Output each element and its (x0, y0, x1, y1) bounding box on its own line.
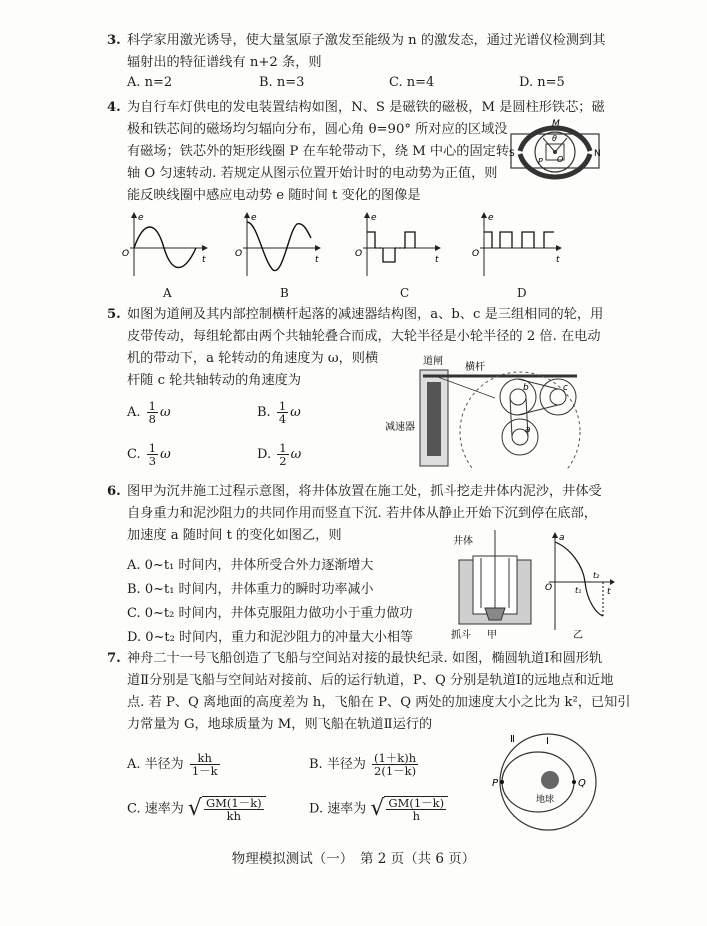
options-q5 (127, 400, 387, 480)
axis-e: e (138, 213, 144, 223)
label-bar: 横杆 (465, 362, 485, 373)
question-text: 力常量为 G，地球质量为 M，则飞船在轨道Ⅱ运行的 (127, 717, 433, 732)
fraction: $\frac{1}{3}$ (148, 441, 157, 468)
question-text: 道Ⅱ分别是飞船与空间站对接前、后的运行轨道，P、Q 分别是轨道Ⅰ的远地点和近地 (127, 673, 614, 688)
label-p: P (492, 778, 499, 789)
label-n: N (594, 149, 601, 159)
option-a[interactable]: A. $\frac{1}{8}$ ω (127, 399, 171, 426)
label-c: c (563, 383, 568, 393)
question-text: 神舟二十一号飞船创造了飞船与空间站对接的最快纪录. 如图，椭圆轨道Ⅰ和圆形轨 (127, 651, 603, 666)
question-text: 轴 O 匀速转动. 若规定从图示位置开始计时的电动势为正值，则 (127, 166, 498, 181)
label-well: 井体 (453, 536, 473, 547)
question-text: 自身重力和泥沙阻力的共同作用而竖直下沉. 若井体从静止开始下沉到停在底部， (127, 506, 597, 521)
options-q7 (127, 748, 467, 838)
label-t2: t₂ (593, 571, 600, 580)
fraction: $\frac{GM(1-k)}{h}$ (388, 796, 445, 823)
orbit-figure (488, 730, 608, 835)
question-number: 4. (107, 100, 121, 115)
axis-t: t (202, 255, 206, 265)
graph-label-b: B (280, 286, 289, 300)
question-text: 皮带传动，每组轮都由两个共轴轮叠合而成，大轮半径是小轮半径的 2 倍. 在电动 (127, 329, 601, 344)
label-jia: 甲 (487, 630, 497, 641)
graph-label-d: D (517, 286, 527, 300)
question-text: 有磁场；铁芯外的矩形线圈 P 在车轮带动下，绕 M 中心的固定转 (127, 144, 510, 159)
question-text: 为自行车灯供电的发电装置结构如图，N、S 是磁铁的磁极，M 是圆柱形铁芯；磁 (127, 100, 605, 115)
fraction: $\frac{1}{4}$ (278, 399, 287, 426)
question-number: 7. (107, 651, 121, 666)
label-orbit-i: Ⅰ (546, 736, 549, 747)
option-a[interactable]: A. 半径为 $\frac{kh}{1-k}$ (127, 751, 218, 778)
option-b[interactable]: B. n=3 (259, 75, 305, 90)
graph-label-c: C (400, 286, 410, 300)
question-number: 5. (107, 307, 121, 322)
axis-e: e (251, 213, 257, 223)
sqrt-icon: √ (187, 796, 202, 821)
option-c[interactable]: C. n=4 (389, 75, 435, 90)
fraction: $\frac{(1+k)h}{2(1-k)}$ (373, 751, 417, 778)
label-a: a (559, 533, 565, 543)
option-d[interactable]: D. 速率为 √ $\frac{GM(1-k)}{h}$ (309, 796, 448, 822)
question-number: 3. (107, 33, 121, 48)
label-earth: 地球 (536, 795, 555, 805)
label-orbit-ii: Ⅱ (510, 734, 515, 745)
question-7 (107, 648, 687, 736)
question-text: 辐射出的特征谱线有 n+2 条，则 (127, 55, 322, 70)
label-o: O (557, 155, 564, 164)
axis-t: t (435, 255, 439, 265)
option-c[interactable]: C. 速率为 √ $\frac{GM(1-k)}{kh}$ (127, 796, 266, 822)
graph-c[interactable] (353, 210, 443, 280)
origin: O (122, 249, 130, 259)
graph-a[interactable] (120, 210, 210, 280)
graph-label-a: A (163, 286, 172, 300)
axis-t: t (315, 255, 319, 265)
label-q: Q (578, 778, 586, 789)
well-figure (445, 530, 615, 645)
question-text: 点. 若 P、Q 离地面的高度差为 h，飞船在 P、Q 两处的加速度大小之比为 k²，已知引 (127, 695, 631, 710)
fraction: $\frac{1}{2}$ (279, 441, 287, 468)
question-text: 能反映线圈中感应电动势 e 随时间 t 变化的图像是 (127, 188, 421, 203)
label-s: S (509, 149, 515, 159)
q4-graphs (115, 210, 560, 302)
label-reducer: 减速器 (385, 422, 415, 433)
label-m: M (552, 119, 560, 129)
label-t1: t₁ (575, 586, 582, 595)
option-d[interactable]: D. 0~t₂ 时间内，重力和泥沙阻力的冲量大小相等 (127, 630, 413, 645)
graph-b[interactable] (233, 210, 323, 280)
question-number: 6. (107, 484, 121, 499)
question-text: 如图为道闸及其内部控制横杆起落的减速器结构图，a、b、c 是三组相同的轮，用 (127, 307, 604, 322)
graph-d[interactable] (470, 210, 565, 280)
option-b[interactable]: B. 半径为 $\frac{(1+k)h}{2(1-k)}$ (309, 751, 417, 778)
option-d[interactable]: D. $\frac{1}{2}$ ω (257, 441, 302, 468)
option-c[interactable]: C. 0~t₂ 时间内，井体克服阻力做功小于重力做功 (127, 606, 413, 621)
question-text: 图甲为沉井施工过程示意图，将井体放置在施工处，抓斗挖走井体内泥沙，井体受 (127, 484, 602, 499)
option-a[interactable]: A. 0~t₁ 时间内，井体所受合外力逐渐增大 (127, 558, 374, 573)
label-p: P (538, 157, 543, 166)
origin: O (355, 249, 363, 259)
question-text: 极和铁芯间的磁场均匀辐向分布，圆心角 θ=90° 所对应的区域没 (127, 122, 508, 137)
origin: O (472, 249, 480, 259)
fraction: $\frac{1}{8}$ (148, 399, 156, 426)
axis-e: e (488, 213, 494, 223)
option-b[interactable]: B. $\frac{1}{4}$ ω (257, 399, 301, 426)
question-text: 加速度 a 随时间 t 的变化如图乙，则 (127, 528, 342, 543)
sqrt-icon: √ (370, 796, 385, 821)
label-o: O (545, 583, 553, 593)
label-gate: 道闸 (423, 356, 443, 367)
label-grab: 抓斗 (451, 630, 471, 641)
fraction: $\frac{kh}{1-k}$ (191, 751, 218, 778)
reducer-figure (385, 352, 590, 470)
question-text: 机的带动下，a 轮转动的角速度为 ω，则横 (127, 351, 379, 366)
question-text: 杆随 c 轮共轴转动的角速度为 (127, 373, 302, 388)
label-b: b (523, 383, 529, 393)
axis-t: t (556, 255, 560, 265)
label-theta: θ (552, 134, 557, 143)
label-yi: 乙 (573, 630, 583, 641)
label-t: t (607, 587, 611, 597)
option-a[interactable]: A. n=2 (127, 75, 173, 90)
question-3 (107, 30, 605, 74)
page-footer: 物理模拟测试（一） 第 2 页（共 6 页） (231, 851, 476, 867)
option-d[interactable]: D. n=5 (519, 75, 565, 90)
option-b[interactable]: B. 0~t₁ 时间内，井体重力的瞬时功率减小 (127, 582, 374, 597)
label-a: a (525, 425, 531, 435)
axis-e: e (371, 213, 377, 223)
generator-figure (508, 114, 603, 184)
question-text: 科学家用激光诱导，使大量氢原子激发至能级为 n 的激发态，通过光谱仪检测到其 (127, 33, 606, 48)
fraction: $\frac{GM(1-k)}{kh}$ (205, 796, 262, 823)
option-c[interactable]: C. $\frac{1}{3}$ ω (127, 441, 171, 468)
origin: O (235, 249, 243, 259)
